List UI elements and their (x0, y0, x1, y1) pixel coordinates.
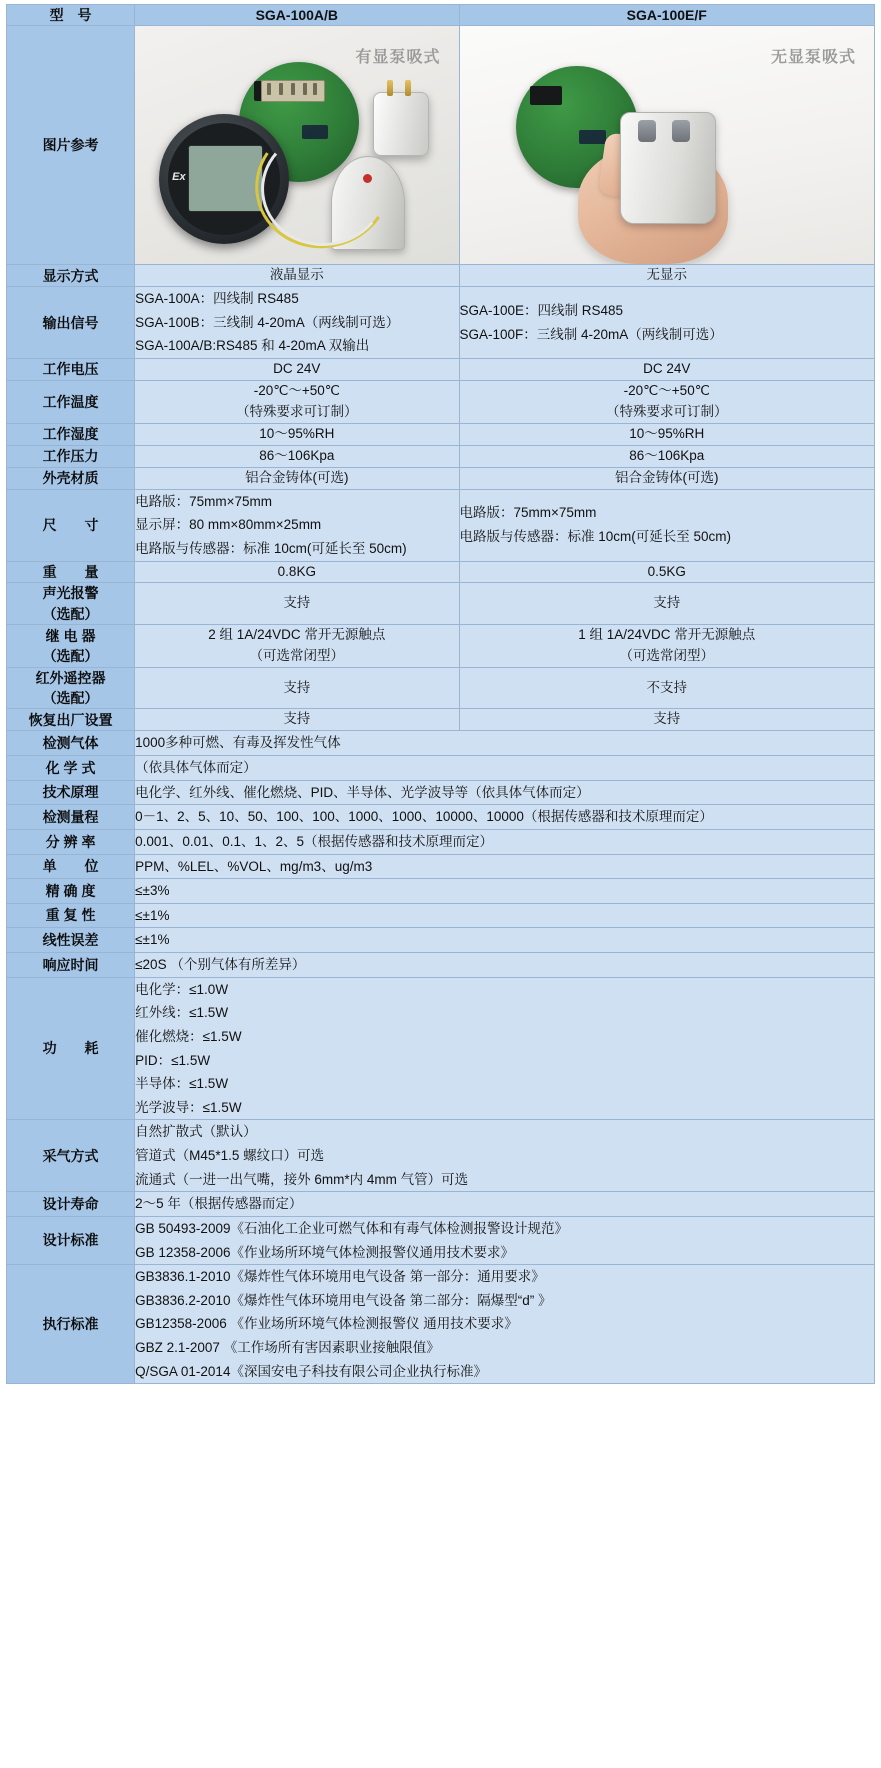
row-label: 重 复 性 (7, 903, 135, 928)
photo-caption-a: 有显泵吸式 (355, 49, 441, 67)
text-line: 管道式（M45*1.5 螺纹口）可选 (135, 1148, 325, 1163)
table-row (7, 953, 875, 978)
row-label: 检测气体 (7, 731, 135, 756)
text-line: 电化学：≤1.0W (135, 981, 229, 997)
cell-value-b (459, 625, 875, 668)
row-label: 检测量程 (7, 805, 135, 830)
model-b-header: SGA-100E/F (459, 5, 875, 26)
row-label (7, 625, 135, 668)
cell-value-span: 0－1、2、5、10、50、100、100、1000、1000、10000、10000（根据传感器和技术原理而定） (135, 805, 875, 830)
table-row (7, 1120, 875, 1192)
cell-value-a (135, 489, 459, 561)
row-label: 技术原理 (7, 780, 135, 805)
text-line: （选配） (42, 605, 99, 622)
table-row (7, 625, 875, 668)
table-row (7, 5, 875, 26)
row-label: 显示方式 (7, 265, 135, 287)
row-label: 工作电压 (7, 359, 135, 381)
text-line: GBZ 2.1-2007 《工作场所有害因素职业接触限值》 (135, 1340, 440, 1355)
cell-value-b: 支持 (459, 709, 875, 731)
table-row (7, 780, 875, 805)
row-label: 响应时间 (7, 953, 135, 978)
text-line: （可选常闭型） (249, 647, 345, 663)
row-label: 精 确 度 (7, 879, 135, 904)
cell-value-b (459, 287, 875, 359)
row-label: 恢复出厂设置 (7, 709, 135, 731)
row-label: 设计标准 (7, 1216, 135, 1264)
table-row (7, 359, 875, 381)
row-label: 工作压力 (7, 445, 135, 467)
table-row (7, 561, 875, 583)
text-line: SGA-100F：三线制 4-20mA（两线制可选） (459, 326, 723, 342)
cell-value-a: DC 24V (135, 359, 459, 381)
sensor-port-icon (672, 120, 690, 142)
text-line: 半导体：≤1.5W (135, 1076, 229, 1092)
table-row (7, 709, 875, 731)
text-line: 电路版与传感器：标准 10cm(可延长至 50cm) (135, 540, 407, 556)
table-row (7, 467, 875, 489)
cell-value-b: DC 24V (459, 359, 875, 381)
row-label (7, 583, 135, 625)
table-row (7, 489, 875, 561)
photo-cell-b (459, 26, 875, 265)
text-line: 流通式（一进一出气嘴，接外 6mm*内 4mm 气管）可选 (135, 1171, 469, 1187)
cell-value-span: ≤±1% (135, 928, 875, 953)
table-row (7, 423, 875, 445)
table-row (7, 287, 875, 359)
cell-value-a (135, 287, 459, 359)
text-line: PID：≤1.5W (135, 1052, 211, 1068)
row-label: 单 位 (7, 854, 135, 879)
text-line: Q/SGA 01-2014《深国安电子科技有限公司企业执行标准》 (135, 1363, 487, 1379)
cell-value-b (459, 381, 875, 424)
table-row (7, 756, 875, 781)
cell-value-b: 支持 (459, 583, 875, 625)
cell-value-span: （依具体气体而定） (135, 756, 875, 781)
row-label: 采气方式 (7, 1120, 135, 1192)
cell-value-b: 0.5KG (459, 561, 875, 583)
row-label: 型 号 (7, 5, 135, 26)
text-line: GB 12358-2006《作业场所环境气体检测报警仪通用技术要求》 (135, 1244, 514, 1260)
cell-value-b (459, 489, 875, 561)
table-row (7, 1265, 875, 1384)
cell-value-a (135, 381, 459, 424)
text-line: （特殊要求可订制） (606, 403, 728, 419)
cell-value-span: 1000多种可燃、有毒及挥发性气体 (135, 731, 875, 756)
row-label: 设计寿命 (7, 1192, 135, 1217)
table-row (7, 381, 875, 424)
terminal-block-icon (261, 80, 325, 102)
photo-caption-b: 无显泵吸式 (770, 49, 856, 67)
table-row (7, 928, 875, 953)
table-row (7, 667, 875, 709)
text-line: （选配） (42, 690, 99, 707)
text-line: 红外线：≤1.5W (135, 1005, 229, 1021)
cell-value-b: 不支持 (459, 667, 875, 709)
cell-value-span (135, 1120, 875, 1192)
table-row (7, 265, 875, 287)
photo-cell-a (135, 26, 459, 265)
table-row (7, 583, 875, 625)
cell-value-a: 铝合金铸体(可选) (135, 467, 459, 489)
cell-value-a: 10～95%RH (135, 423, 459, 445)
table-row (7, 829, 875, 854)
row-label: 分 辨 率 (7, 829, 135, 854)
product-photo-b (460, 26, 875, 264)
text-line: -20℃～+50℃ (623, 383, 710, 399)
table-row (7, 805, 875, 830)
row-label: 功 耗 (7, 977, 135, 1120)
cell-value-span (135, 977, 875, 1120)
text-line: GB12358-2006 《作业场所环境气体检测报警仪 通用技术要求》 (135, 1316, 518, 1332)
table-row (7, 1192, 875, 1217)
table-row (7, 1216, 875, 1264)
table-row (7, 977, 875, 1120)
text-line: 2 组 1A/24VDC 常开无源触点 (208, 627, 386, 643)
text-line: 电路版：75mm×75mm (459, 505, 597, 521)
model-a-header: SGA-100A/B (135, 5, 459, 26)
text-line: 1 组 1A/24VDC 常开无源触点 (578, 627, 756, 643)
text-line: 红外遥控器 (35, 669, 106, 686)
cell-value-span: 电化学、红外线、催化燃烧、PID、半导体、光学波导等（依具体气体而定） (135, 780, 875, 805)
text-line: SGA-100A/B:RS485 和 4-20mA 双输出 (135, 338, 370, 354)
cell-value-span: ≤±3% (135, 879, 875, 904)
row-label: 图片参考 (7, 26, 135, 265)
gas-sensor-icon (620, 112, 716, 224)
text-line: SGA-100B：三线制 4-20mA（两线制可选） (135, 314, 400, 330)
sensor-module-icon (373, 92, 429, 156)
text-line: 自然扩散式（默认） (135, 1124, 257, 1140)
cell-value-span: 0.001、0.01、0.1、1、2、5（根据传感器和技术原理而定） (135, 829, 875, 854)
text-line: 电路版：75mm×75mm (135, 493, 273, 509)
text-line: 催化燃烧：≤1.5W (135, 1028, 242, 1044)
text-line: （选配） (42, 647, 99, 664)
table-row (7, 854, 875, 879)
cell-value-a: 0.8KG (135, 561, 459, 583)
row-label: 执行标准 (7, 1265, 135, 1384)
cell-value-b: 无显示 (459, 265, 875, 287)
row-label: 化 学 式 (7, 756, 135, 781)
product-photo-a (135, 26, 458, 264)
table-row (7, 445, 875, 467)
row-label: 外壳材质 (7, 467, 135, 489)
cell-value-b: 86～106Kpa (459, 445, 875, 467)
text-line: （可选常闭型） (619, 647, 714, 663)
text-line: 电路版与传感器：标准 10cm(可延长至 50cm) (459, 529, 732, 545)
sensor-port-icon (638, 120, 656, 142)
cell-value-a: 液晶显示 (135, 265, 459, 287)
table-row (7, 731, 875, 756)
text-line: -20℃～+50℃ (253, 383, 340, 399)
text-line: GB 50493-2009《石油化工企业可燃气体和有毒气体检测报警设计规范》 (135, 1220, 568, 1236)
display-meter-icon: Ex (159, 114, 289, 244)
cell-value-span: ≤±1% (135, 903, 875, 928)
cell-value-span (135, 1216, 875, 1264)
cell-value-span: 2～5 年（根据传感器而定） (135, 1192, 875, 1217)
text-line: 光学波导：≤1.5W (135, 1099, 242, 1115)
cell-value-a: 支持 (135, 709, 459, 731)
cell-value-a: 支持 (135, 667, 459, 709)
text-line: GB3836.1-2010《爆炸性气体环境用电气设备 第一部分：通用要求》 (135, 1269, 545, 1285)
table-row-photos (7, 26, 875, 265)
row-label: 尺 寸 (7, 489, 135, 561)
cell-value-b: 铝合金铸体(可选) (459, 467, 875, 489)
cell-value-span (135, 1265, 875, 1384)
text-line: SGA-100E：四线制 RS485 (459, 303, 624, 319)
text-line: SGA-100A：四线制 RS485 (135, 291, 299, 307)
text-line: （特殊要求可订制） (236, 403, 358, 419)
table-row (7, 879, 875, 904)
table-row (7, 903, 875, 928)
row-label: 输出信号 (7, 287, 135, 359)
row-label (7, 667, 135, 709)
cell-value-span: ≤20S （个别气体有所差异） (135, 953, 875, 978)
text-line: 声光报警 (42, 585, 99, 602)
specification-table (6, 4, 875, 1384)
row-label: 线性误差 (7, 928, 135, 953)
cell-value-a: 支持 (135, 583, 459, 625)
cell-value-span: PPM、%LEL、%VOL、mg/m3、ug/m3 (135, 854, 875, 879)
cell-value-b: 10～95%RH (459, 423, 875, 445)
row-label: 工作温度 (7, 381, 135, 424)
text-line: GB3836.2-2010《爆炸性气体环境用电气设备 第二部分：隔爆型“d” 》 (135, 1292, 552, 1308)
row-label: 重 量 (7, 561, 135, 583)
cell-value-a (135, 625, 459, 668)
row-label: 工作湿度 (7, 423, 135, 445)
text-line: 显示屏：80 mm×80mm×25mm (135, 517, 322, 533)
cell-value-a: 86～106Kpa (135, 445, 459, 467)
text-line: 继 电 器 (45, 627, 96, 644)
